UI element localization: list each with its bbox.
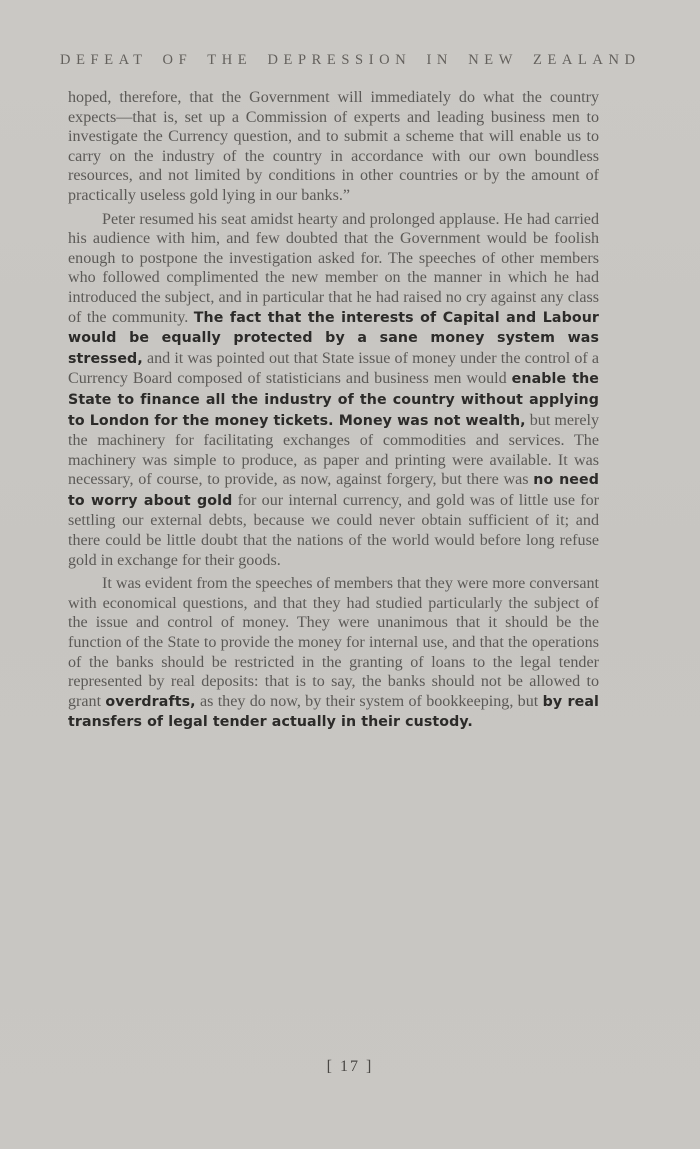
text-segment: hoped, therefore, that the Government will immediately do what the country expects—that is, set up a Commission of experts and leading business men to investigate the Currency question, and to submit a scheme that will enable us to carry on the industry of the country in accordance with our own boundless resources, and not limited by conditions in other countries or by the amount of practically useless gold lying in our banks.” <box>68 89 599 204</box>
emphasized-text-overdrafts: overdrafts, <box>105 693 196 710</box>
text-segment: It was evident from the speeches of members that they were more conversant with economical questions, and that they had studied particularly the subject of the issue and control of money. They were unanimous that it should be the function of the State to provide the money for internal use, and that the operations of the banks should be restricted in the granting of loans to the legal tender represented by real deposits: that is to say, the banks should not be allowed to grant <box>68 575 599 710</box>
text-segment: for our internal currency, and gold was of little use for settling our external debts, because we could never obtain sufficient of it; and there could be little doubt that the nations of the world would before long refuse gold in exchange for their goods. <box>68 491 599 569</box>
text-segment: but merely the machinery for facilitating exchanges of commodities and services. The machinery was simple to produce, as paper and printing were available. It was necessary, of course, to provide, as now, against forgery, but there was <box>68 411 600 489</box>
emphasized-text-gold: no need to worry about gold <box>68 472 599 509</box>
text-segment: as they do now, by their system of bookkeeping, but <box>195 692 543 710</box>
text-segment: and it was pointed out that State issue of money under the control of a Currency Board composed of statisticians and business men would <box>68 349 599 388</box>
text-segment: Peter resumed his seat amidst hearty and prolonged applause. He had carried his audience with him, and few doubted that the Government would be foolish enough to postpone the investigation asked for. The speeches of other members who followed complimented the new member on the manner in which he had introduced the subject, and in particular that he had raised no cry against any class of the community. <box>68 210 599 326</box>
emphasized-text-finance: enable the State to finance all the industry of the country without applying to London for the money tickets. Money was not wealth, <box>68 371 599 429</box>
emphasized-text-capital-labour: The fact that the interests of Capital and Labour would be equally protected by a sane money system was stressed, <box>68 309 599 367</box>
paragraph-peter-resumed <box>68 210 599 571</box>
paragraph-members-speeches <box>68 574 599 733</box>
body-text <box>68 88 599 733</box>
paragraph-continued <box>68 88 599 206</box>
page-number: [ 17 ] <box>326 1058 374 1075</box>
running-head: DEFEAT OF THE DEPRESSION IN NEW ZEALAND <box>60 52 641 68</box>
emphasized-text-legal-tender: by real transfers of legal tender actually in their custody. <box>68 693 599 731</box>
